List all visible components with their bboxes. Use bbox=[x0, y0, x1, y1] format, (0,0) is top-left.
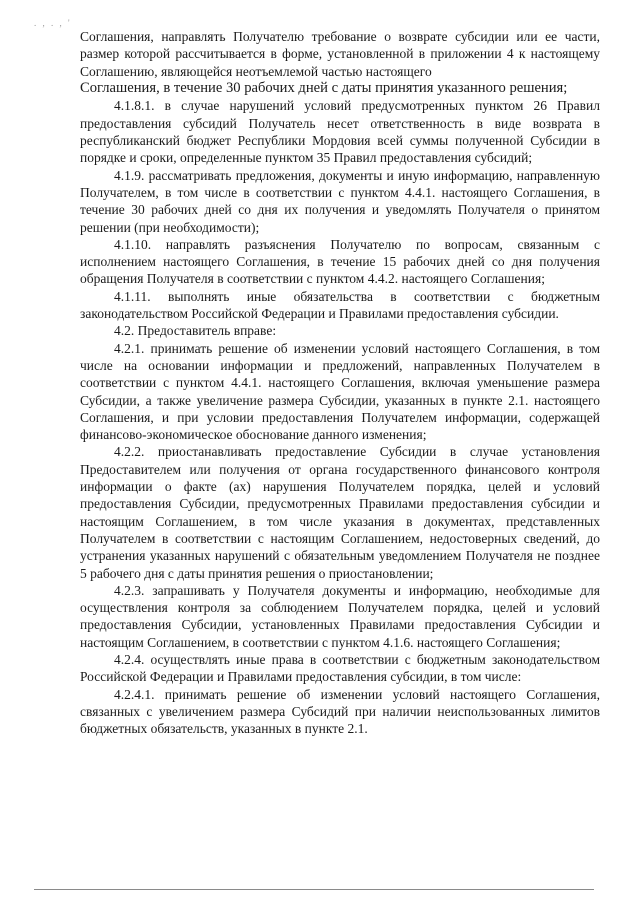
paragraph-4-2-heading: 4.2. Предоставитель вправе: bbox=[114, 323, 277, 339]
document-page bbox=[80, 28, 600, 737]
paragraph-4-2-3: 4.2.3. запрашивать у Получателя документы и информацию, необходимые для осуществления контроля за соблюдением Получателем порядка, целей и условий предоставления Субсидии, установленных Правилами предоставления Субсидии и настоящим Соглашением, в соответствии с пунктом 4.1.6. настоящего Соглашения; bbox=[80, 582, 600, 650]
paragraph-4-1-8-1: 4.1.8.1. в случае нарушений условий предусмотренных пунктом 26 Правил предоставления субсидий Получатель несет ответственность в виде возврата в республиканский бюджет Республики Мордовия всей суммы полученной Субсидии в порядке и сроки, определенные пунктом 35 Правил предоставления субсидий; bbox=[80, 98, 600, 166]
footer-rule bbox=[34, 889, 594, 890]
paragraph-4-2-2: 4.2.2. приостанавливать предоставление Субсидии в случае установления Предоставителем или получения от органа государственного финансового контроля информации о факте (ах) нарушения Получателем порядка, целей и условий предоставления Субсидии, предусмотренных Правилами предоставления субсидии и настоящим Соглашением, в том числе указания в документах, представленных Получателем в соответствии с настоящим Соглашением, недостоверных сведений, до устранения указанных нарушений с обязательным уведомлением Получателя не позднее 5 рабочего дня с даты принятия решения о приостановлении; bbox=[80, 444, 600, 581]
paragraph-4-1-11: 4.1.11. выполнять иные обязательства в соответствии с бюджетным законодательством Российской Федерации и Правилами предоставления субсидии. bbox=[80, 288, 600, 322]
paragraph-continuation-line: Соглашения, в течение 30 рабочих дней с даты принятия указанного решения; bbox=[80, 79, 568, 96]
margin-marks: . , . , ' bbox=[34, 18, 72, 28]
paragraph-4-1-10: 4.1.10. направлять разъяснения Получателю по вопросам, связанным с исполнением настоящего Соглашения, в течение 15 рабочих дней со дня получения обращения Получателя в соответствии с пунктом 4.4.2. настоящего Соглашения; bbox=[80, 236, 600, 287]
paragraph-4-2-1: 4.2.1. принимать решение об изменении условий настоящего Соглашения, в том числе на основании информации и предложений, направленных Получателем в соответствии с пунктом 4.4.1. настоящего Соглашения, включая уменьшение размера Субсидии, а также увеличение размера Субсидии, указанных в пункте 2.1. настоящего Соглашения, и при условии предоставления Получателем информации, содержащей финансово-экономическое обоснование данного изменения; bbox=[80, 340, 600, 443]
paragraph-4-2-4: 4.2.4. осуществлять иные права в соответствии с бюджетным законодательством Российской Федерации и Правилами предоставления субсидии, в том числе: bbox=[80, 651, 600, 685]
paragraph-4-1-9: 4.1.9. рассматривать предложения, документы и иную информацию, направленную Получателем, в том числе в соответствии с пунктом 4.4.1. настоящего Соглашения, в течение 30 рабочих дней со дня их получения и уведомлять Получателя о принятом решении (при необходимости); bbox=[80, 167, 600, 235]
paragraph-continuation: Соглашения, направлять Получателю требование о возврате субсидии или ее части, размер которой рассчитывается в форме, установленной в приложении 4 к настоящему Соглашению, являющейся неотъемлемой частью настоящего bbox=[80, 29, 600, 79]
paragraph-4-2-4-1: 4.2.4.1. принимать решение об изменении условий настоящего Соглашения, связанных с увеличением размера Субсидий при наличии неиспользованных лимитов бюджетных обязательств, указанных в пункте 2.1. bbox=[80, 686, 600, 737]
